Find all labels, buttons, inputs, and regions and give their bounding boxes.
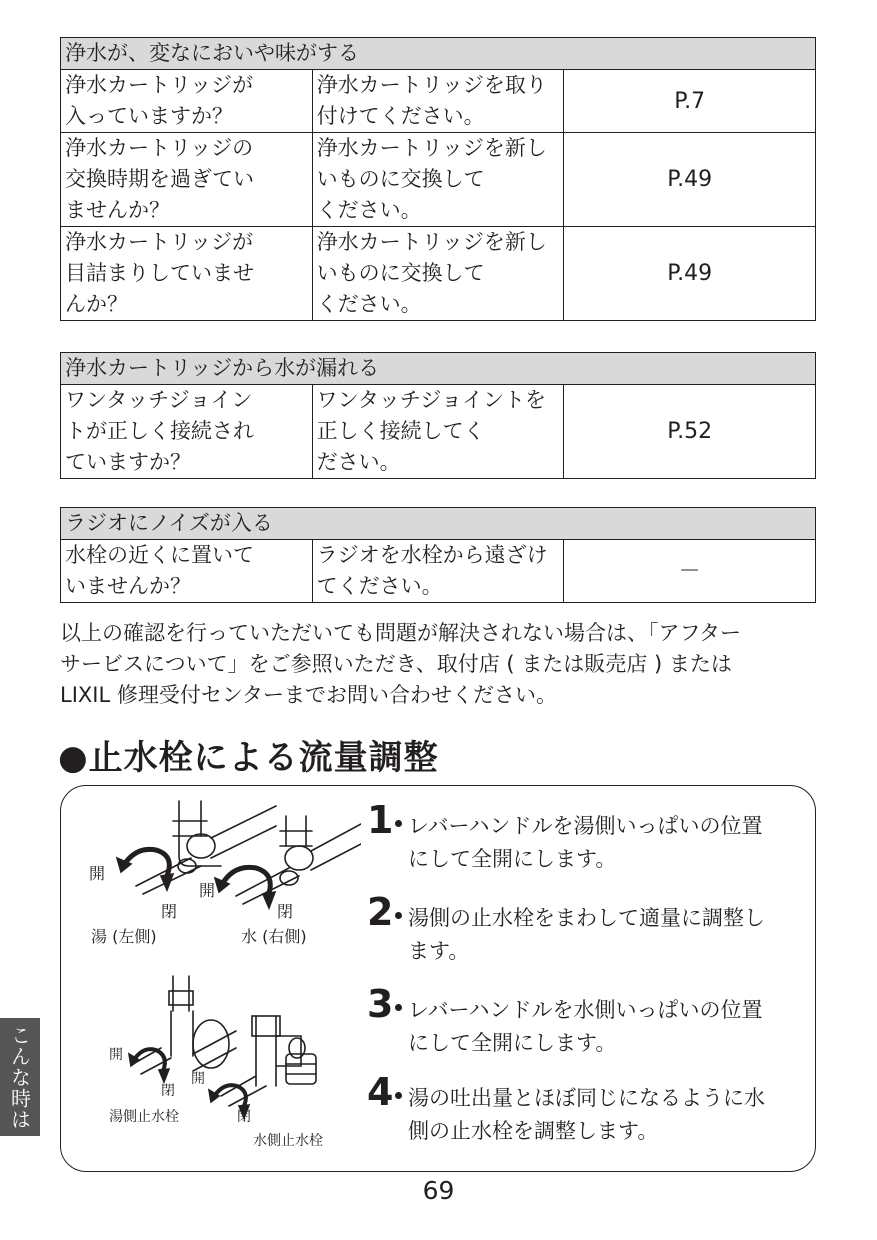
action-cell: ワンタッチジョイントを正しく接続してく ださい。 bbox=[312, 385, 564, 479]
action-cell: 浄水カートリッジを取り付けてください。 bbox=[312, 70, 564, 133]
check-cell: 浄水カートリッジが 目詰まりしていませ んか？ bbox=[61, 227, 313, 321]
page-ref: P.49 bbox=[564, 227, 816, 321]
open-label: 開 bbox=[199, 881, 216, 900]
hot-side-label: 湯 (左側) bbox=[91, 927, 157, 946]
table-header: 浄水が、変なにおいや味がする bbox=[61, 38, 816, 70]
step-number: 3 bbox=[367, 982, 394, 1026]
table-row bbox=[61, 540, 816, 603]
cold-side-label: 水 (右側) bbox=[241, 927, 307, 946]
contact-note: 以上の確認を行っていただいても問題が解決されない場合は、「アフター サービスについて」をご参照いただき、取付店 ( または販売店 ) または LIXIL 修理受付センターまでお問い合わせください。 bbox=[60, 621, 742, 707]
valve-drawing bbox=[61, 786, 361, 1171]
side-tab: こんな時は bbox=[0, 1018, 40, 1136]
check-cell: 水栓の近くに置いて いませんか？ bbox=[61, 540, 313, 603]
check-cell: 浄水カートリッジの 交換時期を過ぎてい ませんか？ bbox=[61, 133, 313, 227]
open-label: 開 bbox=[89, 864, 106, 883]
close-label: 閉 bbox=[161, 1083, 175, 1099]
step-text: レバーハンドルを湯側いっぱいの位置 にして全開にします。 bbox=[408, 814, 763, 871]
step-text: 湯側の止水栓をまわして適量に調整し ます。 bbox=[408, 906, 765, 963]
page-ref: P.52 bbox=[564, 385, 816, 479]
open-label: 開 bbox=[109, 1047, 123, 1063]
step-text: 湯の吐出量とほぼ同じになるように水 側の止水栓を調整します。 bbox=[408, 1086, 765, 1143]
action-cell: 浄水カートリッジを新しいものに交換して ください。 bbox=[312, 133, 564, 227]
table-row bbox=[61, 70, 816, 133]
action-cell: 浄水カートリッジを新しいものに交換して ください。 bbox=[312, 227, 564, 321]
troubleshoot-table-odor bbox=[60, 37, 816, 321]
cold-valve-label: 水側止水栓 bbox=[253, 1133, 323, 1149]
check-cell: ワンタッチジョイン トが正しく接続され ていますか？ bbox=[61, 385, 313, 479]
hot-valve-label: 湯側止水栓 bbox=[109, 1109, 179, 1125]
flow-adjust-box bbox=[60, 785, 816, 1172]
step-number: 2 bbox=[367, 890, 394, 934]
action-cell: ラジオを水栓から遠ざけてください。 bbox=[312, 540, 564, 603]
section-title: ●止水栓による流量調整 bbox=[58, 738, 439, 778]
close-label: 閉 bbox=[237, 1109, 251, 1125]
page-ref: P.7 bbox=[564, 70, 816, 133]
open-label: 開 bbox=[191, 1071, 205, 1087]
check-cell: 浄水カートリッジが 入っていますか？ bbox=[61, 70, 313, 133]
table-header: ラジオにノイズが入る bbox=[61, 508, 816, 540]
table-header: 浄水カートリッジから水が漏れる bbox=[61, 353, 816, 385]
step-number: 4 bbox=[367, 1070, 394, 1114]
page-ref: P.49 bbox=[564, 133, 816, 227]
table-row bbox=[61, 385, 816, 479]
table-row bbox=[61, 227, 816, 321]
page-number: 69 bbox=[422, 1176, 455, 1205]
close-label: 閉 bbox=[161, 902, 178, 921]
valve-illustration bbox=[61, 786, 361, 1171]
close-label: 閉 bbox=[277, 902, 294, 921]
table-row bbox=[61, 133, 816, 227]
page-ref: － bbox=[564, 540, 816, 603]
step-text: レバーハンドルを水側いっぱいの位置 にして全開にします。 bbox=[408, 998, 763, 1055]
troubleshoot-table-radio bbox=[60, 507, 816, 603]
troubleshoot-table-leak bbox=[60, 352, 816, 479]
step-number: 1 bbox=[367, 798, 394, 842]
